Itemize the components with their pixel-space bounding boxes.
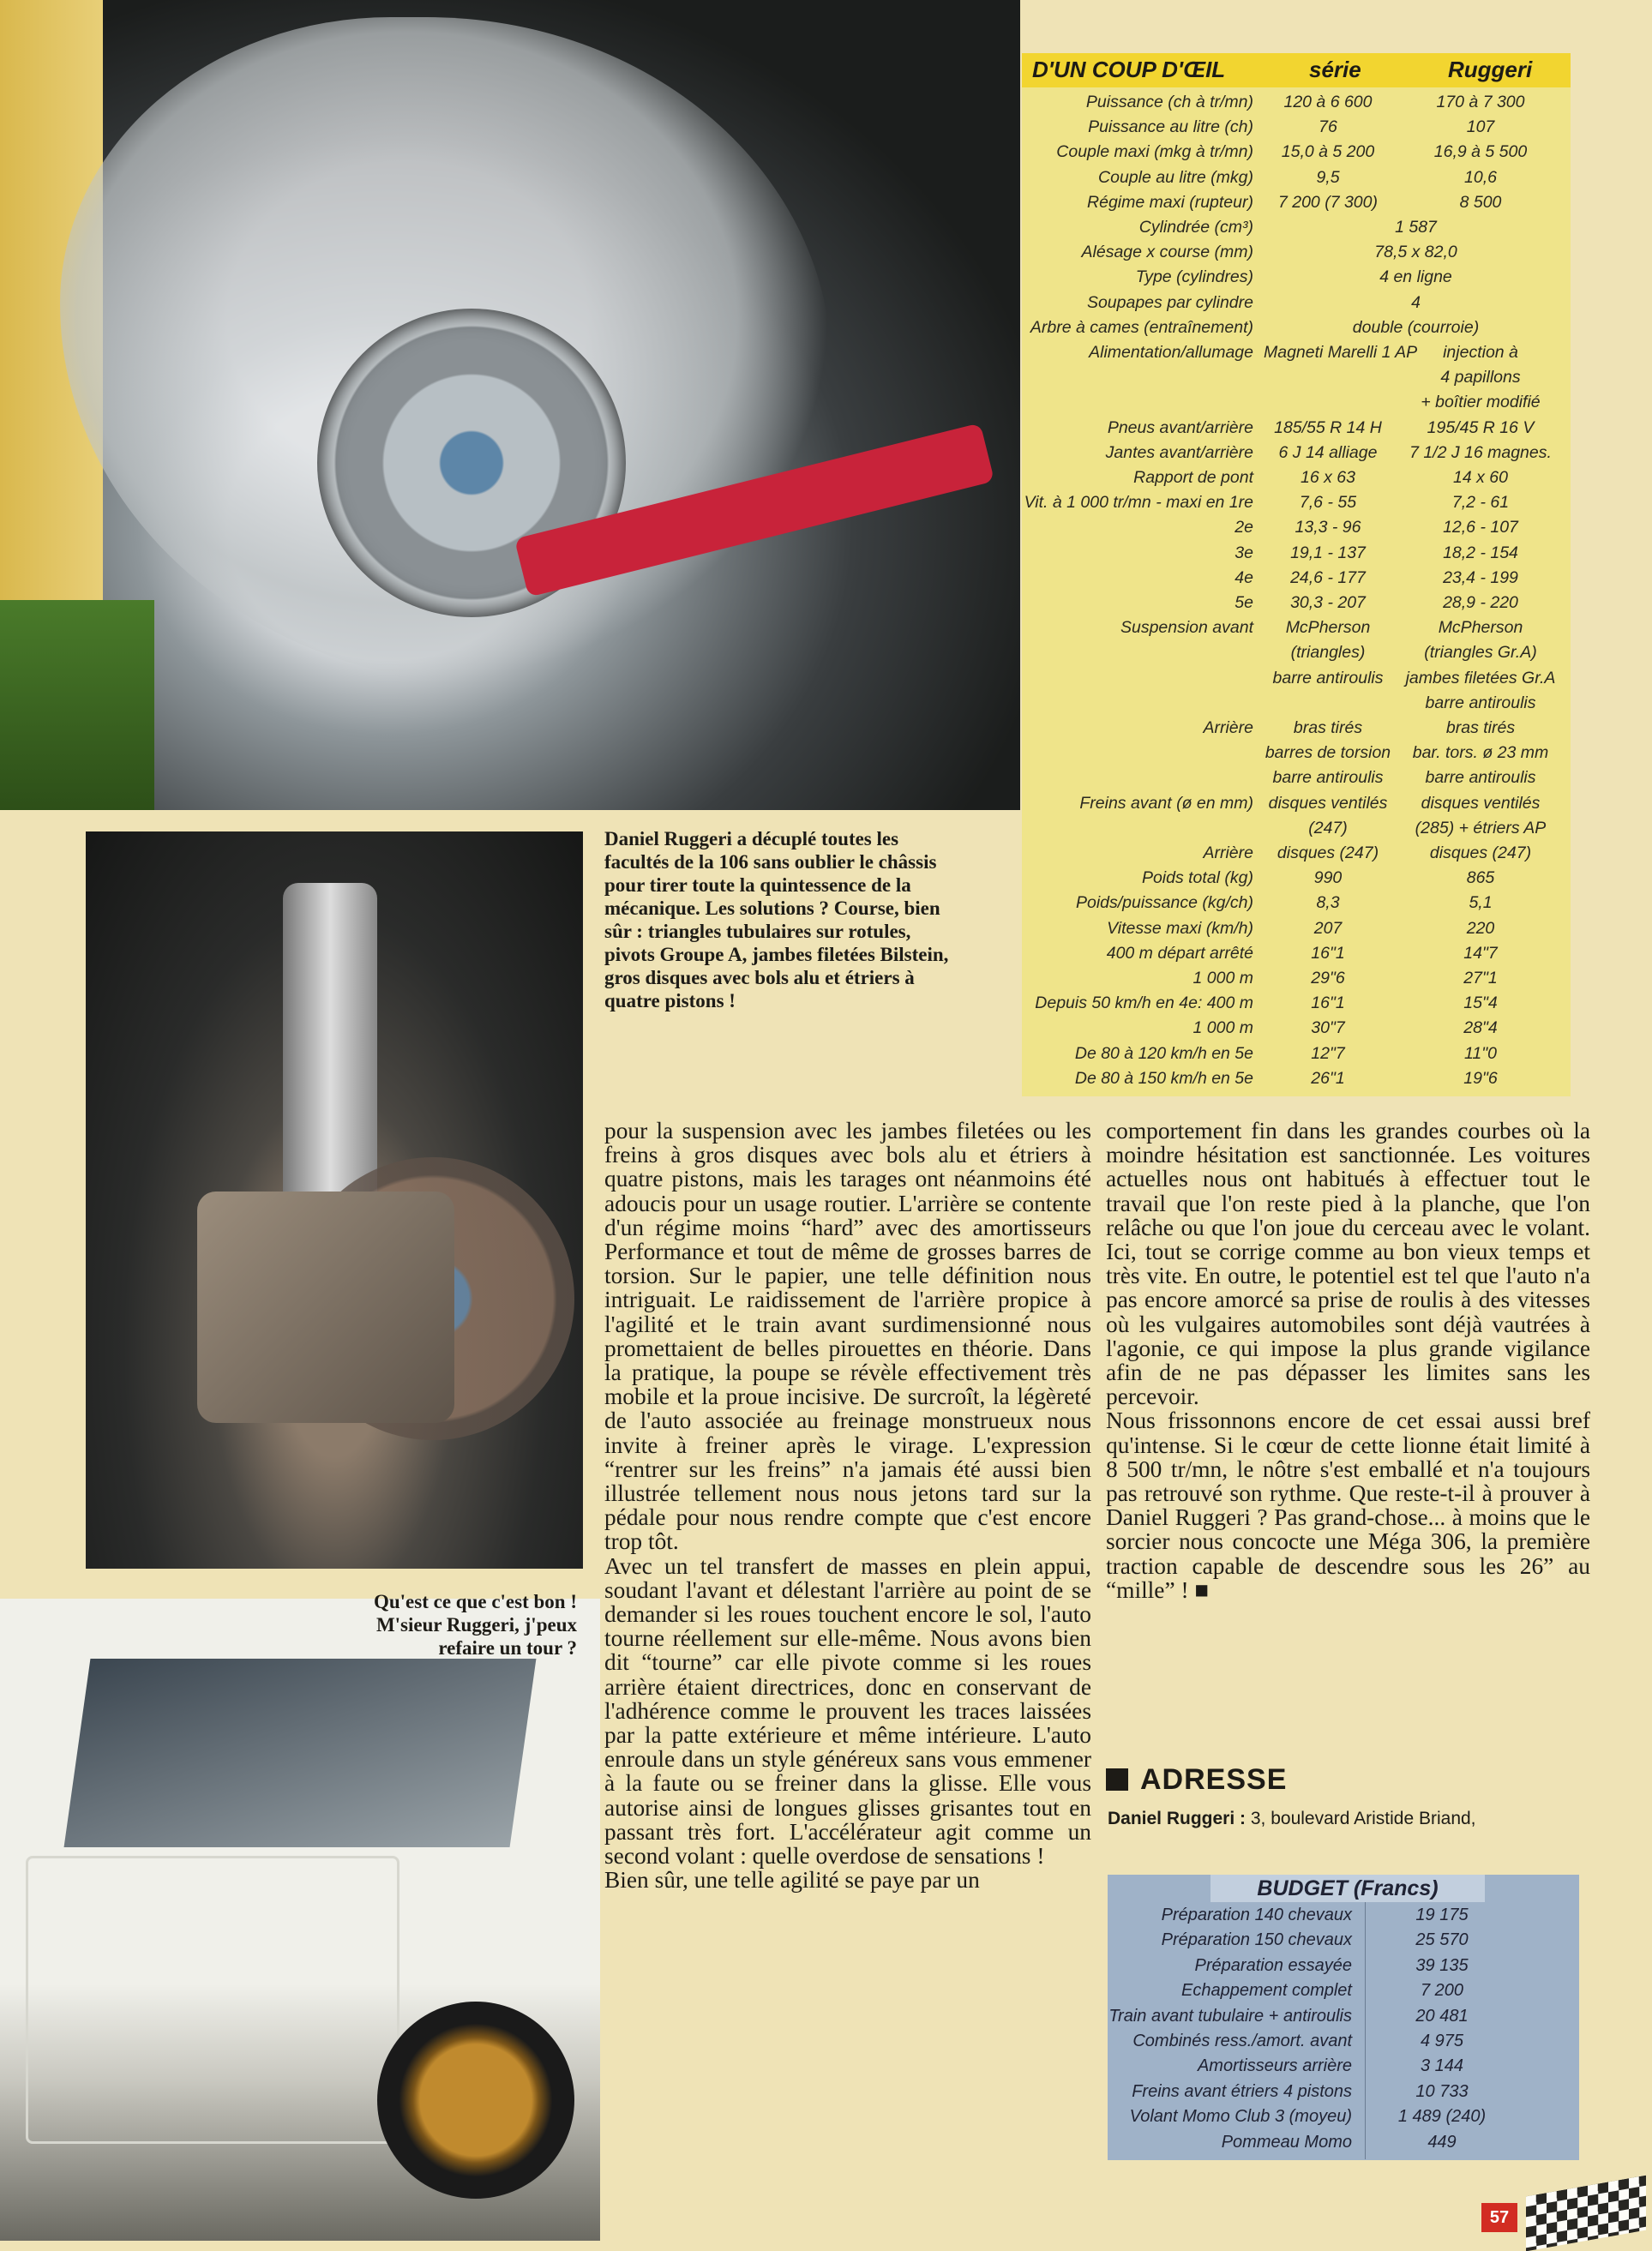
spec-label: Suspension avant <box>1120 618 1253 638</box>
spec-label: De 80 à 150 km/h en 5e <box>1074 1068 1253 1088</box>
spec-label: 5e <box>1234 593 1253 612</box>
spec-ruggeri-value: 14 x 60 <box>1453 468 1508 487</box>
article-paragraph: pour la suspension avec les jambes filetées ou les freins à gros disques avec bols alu et étriers à quatre pistons, mais les tarages ont néanmoins été adoucis pour un usage routier. L'arrière se contente d'un régime moins “hard” avec des amortisseurs Performance et tout de même de grosses barres de torsion. Sur le papier, une telle définition nous intriguait. Le raidissement de l'arrière propice à l'agilité et le train avant surdimensionné nous promettaient de belles pirouettes en théorie. Dans la pratique, la poupe se révèle effectivement très mobile et la proue incisive. De surcroît, la légèreté de l'auto associée au freinage monstrueux nous invite à freiner après le virage. L'expression “rentrer sur les freins” n'a jamais été aussi bien illustrée tellement nous nous jetons tard sur la pédale pour nous rendre compte que c'est encore trop tôt. <box>604 1118 1091 1555</box>
spec-serie-value: 8,3 <box>1316 893 1340 913</box>
budget-row <box>1108 2032 1579 2056</box>
spec-label: Puissance au litre (ch) <box>1088 117 1253 137</box>
spec-ruggeri-value: 170 à 7 300 <box>1436 93 1525 111</box>
budget-value: 4 975 <box>1420 2032 1464 2050</box>
spec-ruggeri-value: 11"0 <box>1463 1043 1497 1063</box>
adresse-text <box>1108 1809 1476 1829</box>
spec-serie-value: 6 J 14 alliage <box>1278 442 1378 462</box>
budget-row <box>1108 1930 1579 1954</box>
spec-ruggeri-value: 18,2 - 154 <box>1443 543 1518 562</box>
spec-col-ruggeri: Ruggeri <box>1448 57 1533 82</box>
budget-label: Préparation 150 chevaux <box>1161 1930 1352 1950</box>
budget-label: Freins avant étriers 4 pistons <box>1132 2081 1352 2101</box>
budget-label: Préparation 140 chevaux <box>1161 1906 1352 1924</box>
spec-ruggeri-value: 28,9 - 220 <box>1443 593 1518 612</box>
budget-label: Amortisseurs arrière <box>1197 2056 1352 2076</box>
spec-ruggeri-value: 5,1 <box>1469 893 1493 913</box>
article-paragraph: Bien sûr, une telle agilité se paye par un <box>604 1867 980 1894</box>
spec-ruggeri-value: 15"4 <box>1463 993 1498 1013</box>
adresse-heading <box>1106 1763 1287 1797</box>
spec-serie-value: 7 200 (7 300) <box>1277 192 1378 212</box>
spec-serie-value: 30,3 - 207 <box>1290 593 1366 612</box>
spec-ruggeri-value: bras tirés <box>1445 718 1516 737</box>
spec-label: Depuis 50 km/h en 4e: 400 m <box>1035 993 1253 1013</box>
budget-row <box>1108 1906 1579 1930</box>
spec-serie-value: disques ventilés <box>1268 793 1388 813</box>
spec-ruggeri-value: 7 1/2 J 16 magnes. <box>1409 442 1552 462</box>
spec-title: D'UN COUP D'ŒIL <box>1032 57 1226 82</box>
budget-label: Combinés ress./amort. avant <box>1132 2032 1352 2050</box>
spec-col-serie: série <box>1309 57 1361 82</box>
adresse-title-text: ADRESSE <box>1140 1763 1288 1796</box>
budget-value: 25 570 <box>1415 1930 1469 1950</box>
spec-label: Rapport de pont <box>1133 468 1253 487</box>
spec-ruggeri-value: (285) + étriers AP <box>1415 818 1547 837</box>
spec-label: Arrière <box>1203 718 1253 737</box>
spec-serie-value: 15,0 à 5 200 <box>1281 142 1375 162</box>
caption-car: Qu'est ce que c'est bon ! M'sieur Ruggeri, j'peux refaire un tour ? <box>373 1591 577 1659</box>
checkered-flag-icon <box>1526 2176 1646 2251</box>
spec-table <box>1022 53 1571 1096</box>
budget-value: 19 175 <box>1415 1906 1469 1924</box>
spec-ruggeri-value: 27"1 <box>1463 969 1498 987</box>
spec-label: 4e <box>1234 567 1253 587</box>
adresse-address: 3, boulevard Aristide Briand, <box>1246 1809 1476 1828</box>
budget-row <box>1108 2007 1579 2031</box>
spec-ruggeri-value: 28"4 <box>1463 1018 1498 1038</box>
spec-serie-value: 30"7 <box>1311 1018 1345 1038</box>
spec-ruggeri-value: 16,9 à 5 500 <box>1433 142 1528 162</box>
spec-label: Vitesse maxi (km/h) <box>1107 918 1253 938</box>
page-number: 57 <box>1481 2203 1517 2232</box>
spec-label: Alésage x course (mm) <box>1081 243 1253 262</box>
spec-label: 2e <box>1234 518 1253 537</box>
spec-serie-value: 7,6 - 55 <box>1299 493 1357 513</box>
budget-value: 20 481 <box>1415 2006 1469 2026</box>
spec-serie-value: 26"1 <box>1311 1068 1345 1088</box>
spec-ruggeri-value: barre antiroulis <box>1425 693 1536 712</box>
spec-serie-value: barre antiroulis <box>1272 768 1384 788</box>
spec-label: De 80 à 120 km/h en 5e <box>1074 1043 1253 1063</box>
spec-label: Pneus avant/arrière <box>1107 417 1253 437</box>
spec-label: Freins avant (ø en mm) <box>1079 793 1253 813</box>
spec-label: Puissance (ch à tr/mn) <box>1085 93 1253 111</box>
spec-common-value: 4 en ligne <box>1379 267 1452 287</box>
spec-serie-value: (247) <box>1308 818 1348 837</box>
spec-label: Arbre à cames (entraînement) <box>1030 317 1253 337</box>
spec-label: Couple maxi (mkg à tr/mn) <box>1056 142 1253 162</box>
spec-serie-value: 120 à 6 600 <box>1283 93 1373 111</box>
budget-value: 7 200 <box>1420 1981 1464 2001</box>
spec-ruggeri-value: disques ventilés <box>1421 793 1541 813</box>
spec-common-value: 78,5 x 82,0 <box>1374 243 1457 262</box>
spec-ruggeri-value: 4 papillons <box>1440 368 1521 387</box>
spec-serie-value: (triangles) <box>1290 643 1366 663</box>
spec-ruggeri-value: 12,6 - 107 <box>1443 518 1518 537</box>
spec-ruggeri-value: bar. tors. ø 23 mm <box>1412 743 1549 763</box>
spec-serie-value: 9,5 <box>1316 167 1340 187</box>
spec-ruggeri-value: barre antiroulis <box>1425 768 1536 788</box>
spec-ruggeri-value: injection à <box>1443 343 1518 362</box>
photo-front-suspension <box>0 0 1020 810</box>
spec-serie-value: 207 <box>1313 918 1343 938</box>
budget-label: Pommeau Momo <box>1221 2132 1352 2152</box>
spec-serie-value: 13,3 - 96 <box>1295 518 1361 537</box>
spec-common-value: double (courroie) <box>1352 317 1480 337</box>
spec-ruggeri-value: 107 <box>1466 117 1495 137</box>
spec-ruggeri-value: 195/45 R 16 V <box>1427 417 1535 437</box>
spec-header <box>1022 53 1571 87</box>
spec-ruggeri-value: 865 <box>1466 868 1495 888</box>
spec-label: Arrière <box>1203 843 1253 862</box>
budget-row <box>1108 2056 1579 2080</box>
spec-serie-value: 990 <box>1313 868 1343 888</box>
budget-value: 3 144 <box>1420 2056 1464 2076</box>
spec-serie-value: barre antiroulis <box>1272 668 1384 687</box>
budget-value: 10 733 <box>1415 2081 1469 2101</box>
spec-serie-value: disques (247) <box>1277 843 1379 862</box>
article-column-2 <box>1106 1119 1590 1602</box>
spec-label: Type (cylindres) <box>1135 267 1253 287</box>
spec-ruggeri-value: 10,6 <box>1464 167 1497 187</box>
spec-serie-value: bras tirés <box>1293 718 1363 737</box>
spec-common-value: 4 <box>1411 292 1421 312</box>
spec-serie-value: 76 <box>1319 117 1337 137</box>
budget-value: 39 135 <box>1415 1955 1469 1975</box>
spec-common-value: 1 587 <box>1395 218 1437 237</box>
square-bullet-icon <box>1106 1768 1128 1791</box>
article-paragraph: Avec un tel transfert de masses en plein appui, soudant l'avant et délestant l'arrière au point de se demander si les roues touchent encore le sol, l'auto tourne réellement sur elle-même. Nous avons bien dit “tourne” car elle pivote comme si les roues arrière étaient directrices, donc en conservant de l'adhérence comme le prouvent les traces laissées par la patte extérieure et même intérieure. L'auto enroule dans un style généreux sans vous emmener à la faute ou se freiner dans la glisse. Elle vous autorise ainsi de longues glisses grisantes tout en passant très fort. L'accélérateur agit comme un second volant : quelle overdose de sensations ! <box>604 1552 1091 1870</box>
caption-suspension: Daniel Ruggeri a décuplé toutes les facultés de la 106 sans oublier le châssis pour tirer toute la quintessence de la mécanique. Les solutions ? Course, bien sûr : triangles tubulaires sur rotules, pivots Groupe A, jambes filetées Bilstein, gros disques avec bols alu et étriers à quatre pistons ! <box>604 828 949 1011</box>
spec-label: 1 000 m <box>1192 1018 1253 1038</box>
budget-label: Echappement complet <box>1180 1981 1352 2001</box>
spec-label: Couple au litre (mkg) <box>1098 167 1253 187</box>
spec-serie-value: 185/55 R 14 H <box>1274 417 1382 437</box>
spec-ruggeri-value: 14"7 <box>1463 943 1498 963</box>
spec-label: Poids/puissance (kg/ch) <box>1075 893 1253 913</box>
spec-label: Régime maxi (rupteur) <box>1087 192 1253 212</box>
spec-ruggeri-value: 220 <box>1466 918 1495 938</box>
spec-serie-value: 12"7 <box>1311 1043 1345 1063</box>
budget-row <box>1108 1956 1579 1980</box>
spec-label: 3e <box>1234 543 1253 562</box>
spec-ruggeri-value: + boîtier modifié <box>1421 393 1541 412</box>
budget-title: BUDGET (Francs) <box>1210 1875 1485 1902</box>
budget-label: Volant Momo Club 3 (moyeu) <box>1129 2107 1352 2127</box>
article-column-1 <box>604 1119 1091 1893</box>
budget-row <box>1108 2107 1579 2131</box>
spec-serie-value: 24,6 - 177 <box>1290 567 1366 587</box>
spec-ruggeri-value: McPherson <box>1438 618 1523 638</box>
spec-ruggeri-value: jambes filetées Gr.A <box>1405 668 1556 687</box>
spec-label: 400 m départ arrêté <box>1106 943 1253 963</box>
spec-serie-value: McPherson <box>1285 618 1371 638</box>
spec-serie-value: Magneti Marelli 1 AP <box>1264 343 1418 362</box>
photo-white-car <box>0 1599 600 2241</box>
spec-ruggeri-value: 8 500 <box>1459 192 1502 212</box>
photo-brake-caliper <box>86 831 583 1569</box>
budget-row <box>1108 2082 1579 2106</box>
spec-ruggeri-value: 19"6 <box>1463 1068 1498 1088</box>
spec-serie-value: 29"6 <box>1311 969 1345 987</box>
spec-label: Jantes avant/arrière <box>1105 442 1253 462</box>
article-paragraph: Nous frissonnons encore de cet essai aussi bref qu'intense. Si le cœur de cette lionne était limité à 8 500 tr/mn, le nôtre s'est emballé et n'a toujours pas retrouvé son rythme. Que reste-t-il à prouver à Daniel Ruggeri ? Pas grand-chose... à moins que le sorcier nous concocte une Méga 306, la première traction capable de descendre sous les 26” au “mille” ! ■ <box>1106 1408 1590 1603</box>
spec-ruggeri-value: (triangles Gr.A) <box>1424 643 1537 663</box>
budget-value: 449 <box>1427 2132 1457 2152</box>
budget-label: Train avant tubulaire + antiroulis <box>1108 2006 1352 2026</box>
spec-serie-value: 16 x 63 <box>1301 468 1355 487</box>
spec-label: Poids total (kg) <box>1141 868 1253 888</box>
budget-value: 1 489 (240) <box>1397 2107 1487 2127</box>
budget-row <box>1108 1981 1579 2005</box>
spec-label: Cylindrée (cm³) <box>1138 218 1253 237</box>
article-paragraph: comportement fin dans les grandes courbes où la moindre hésitation est sanctionnée. Les voitures actuelles nous ont habitués à effectuer tout le travail que l'on reste pied à la planche, que l'on relâche ou que l'on joue du cerceau avec le volant. Ici, tout se corrige comme au bon vieux temps et très vite. En outre, le potentiel est tel que l'auto n'a pas encore amorcé sa prise de roulis à des vitesses où les vulgaires automobiles sont déjà vautrées à l'agonie, ce qui impose la plus grande vigilance afin de ne pas dépasser les limites sans les percevoir. <box>1106 1118 1590 1410</box>
spec-label: Vit. à 1 000 tr/mn - maxi en 1re <box>1024 493 1253 513</box>
adresse-name: Daniel Ruggeri : <box>1108 1809 1247 1828</box>
spec-serie-value: barres de torsion <box>1265 743 1391 763</box>
budget-table <box>1108 1875 1579 2160</box>
spec-ruggeri-value: 7,2 - 61 <box>1451 493 1510 513</box>
spec-serie-value: 16"1 <box>1311 993 1345 1013</box>
spec-label: 1 000 m <box>1192 969 1253 987</box>
budget-label: Préparation essayée <box>1194 1955 1352 1975</box>
spec-ruggeri-value: disques (247) <box>1429 843 1532 862</box>
spec-serie-value: 19,1 - 137 <box>1290 543 1366 562</box>
spec-label: Alimentation/allumage <box>1089 343 1253 362</box>
spec-label: Soupapes par cylindre <box>1086 292 1253 312</box>
spec-ruggeri-value: 23,4 - 199 <box>1443 567 1518 587</box>
spec-serie-value: 16"1 <box>1311 943 1345 963</box>
budget-row <box>1108 2133 1579 2157</box>
